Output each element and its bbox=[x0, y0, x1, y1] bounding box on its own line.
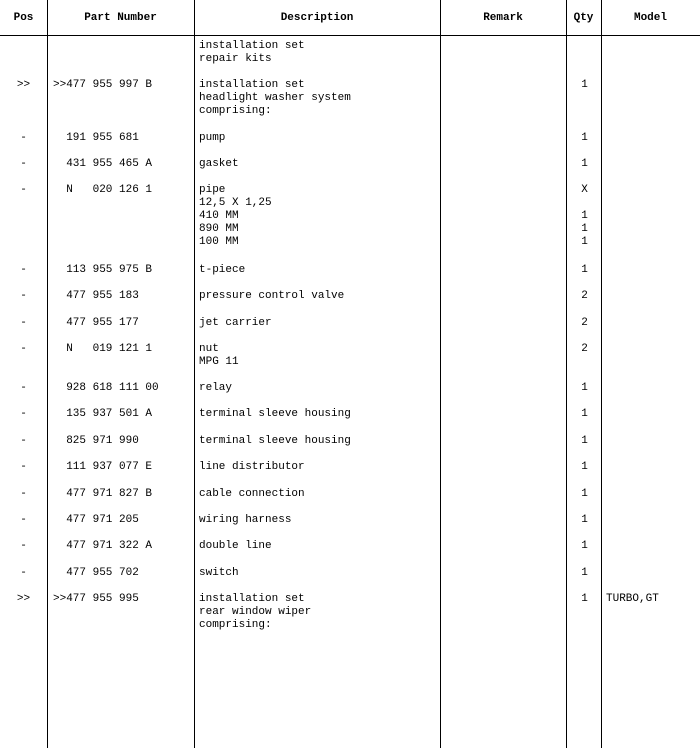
qty-line: 1 bbox=[581, 210, 588, 222]
row-pos: - bbox=[20, 540, 27, 552]
description-line: 12,5 X 1,25 bbox=[199, 197, 272, 209]
column-divider bbox=[601, 0, 602, 748]
row-description bbox=[199, 540, 272, 553]
row-part-number: >>477 955 995 bbox=[53, 593, 139, 605]
row-pos: - bbox=[20, 382, 27, 394]
qty-line: 1 bbox=[581, 132, 588, 144]
row-description bbox=[199, 264, 245, 277]
row-pos: - bbox=[20, 343, 27, 355]
column-divider bbox=[194, 0, 195, 748]
row-qty bbox=[567, 317, 602, 330]
header-qty: Qty bbox=[573, 12, 594, 24]
row-description bbox=[199, 290, 344, 303]
row-qty bbox=[567, 488, 602, 501]
row-part-number: 477 971 205 bbox=[53, 514, 139, 526]
row-description bbox=[199, 488, 305, 501]
row-qty bbox=[567, 514, 602, 527]
row-part-number: N 019 121 1 bbox=[53, 343, 153, 355]
row-part-number: 191 955 681 bbox=[53, 132, 139, 144]
row-qty bbox=[567, 567, 602, 580]
description-line: comprising: bbox=[199, 619, 272, 631]
row-description bbox=[199, 408, 351, 421]
header-description: Description bbox=[280, 12, 354, 24]
row-description bbox=[199, 40, 305, 66]
qty-line: X bbox=[581, 184, 588, 196]
row-part-number: 477 971 827 B bbox=[53, 488, 153, 500]
row-pos: >> bbox=[16, 593, 31, 605]
row-part-number: 477 971 322 A bbox=[53, 540, 153, 552]
row-part-number: 928 618 111 00 bbox=[53, 382, 159, 394]
qty-line: 1 bbox=[581, 540, 588, 552]
row-description bbox=[199, 593, 311, 632]
row-description bbox=[199, 343, 239, 369]
description-line: switch bbox=[199, 567, 239, 579]
description-line: rear window wiper bbox=[199, 606, 312, 618]
description-line: installation set bbox=[199, 593, 305, 605]
description-line: nut bbox=[199, 343, 219, 355]
description-line: 890 MM bbox=[199, 223, 239, 235]
qty-line: 1 bbox=[581, 236, 588, 248]
description-line: cable connection bbox=[199, 488, 305, 500]
description-line: double line bbox=[199, 540, 272, 552]
row-pos: - bbox=[20, 158, 27, 170]
row-part-number: 477 955 702 bbox=[53, 567, 139, 579]
row-description bbox=[199, 79, 351, 118]
row-pos: - bbox=[20, 290, 27, 302]
row-description bbox=[199, 158, 239, 171]
row-part-number: 111 937 077 E bbox=[53, 461, 153, 473]
row-qty bbox=[567, 343, 602, 356]
row-part-number: 135 937 501 A bbox=[53, 408, 153, 420]
qty-line: 2 bbox=[581, 343, 588, 355]
qty-line: 1 bbox=[581, 264, 588, 276]
qty-line: 1 bbox=[581, 514, 588, 526]
row-description bbox=[199, 132, 225, 145]
row-model: TURBO,GT bbox=[606, 593, 659, 605]
description-line: installation set bbox=[199, 40, 305, 52]
description-line: terminal sleeve housing bbox=[199, 408, 351, 420]
row-description bbox=[199, 435, 351, 448]
qty-line: 1 bbox=[581, 408, 588, 420]
header-part-number: Part Number bbox=[84, 12, 157, 24]
row-qty bbox=[567, 184, 602, 249]
qty-line bbox=[567, 197, 602, 210]
row-qty bbox=[567, 593, 602, 606]
row-qty bbox=[567, 79, 602, 92]
row-qty bbox=[567, 132, 602, 145]
description-line: line distributor bbox=[199, 461, 305, 473]
row-pos: - bbox=[20, 514, 27, 526]
row-qty bbox=[567, 264, 602, 277]
row-description bbox=[199, 514, 291, 527]
row-part-number: >>477 955 997 B bbox=[53, 79, 153, 91]
row-part-number: 477 955 183 bbox=[53, 290, 139, 302]
row-pos: >> bbox=[16, 79, 31, 91]
qty-line: 1 bbox=[581, 593, 588, 605]
description-line: 410 MM bbox=[199, 210, 239, 222]
qty-line: 1 bbox=[581, 435, 588, 447]
row-part-number: 113 955 975 B bbox=[53, 264, 153, 276]
row-part-number: 477 955 177 bbox=[53, 317, 139, 329]
row-qty bbox=[567, 408, 602, 421]
description-line: installation set bbox=[199, 79, 305, 91]
description-line: comprising: bbox=[199, 105, 272, 117]
row-description bbox=[199, 382, 232, 395]
description-line: repair kits bbox=[199, 53, 272, 65]
row-qty bbox=[567, 290, 602, 303]
qty-line: 1 bbox=[581, 567, 588, 579]
row-pos: - bbox=[20, 132, 27, 144]
header-pos: Pos bbox=[13, 12, 34, 24]
row-pos: - bbox=[20, 184, 27, 196]
row-description bbox=[199, 567, 239, 580]
column-divider bbox=[566, 0, 567, 748]
description-line: pump bbox=[199, 132, 226, 144]
row-qty bbox=[567, 158, 602, 171]
description-line: pipe bbox=[199, 184, 226, 196]
row-description bbox=[199, 184, 272, 249]
qty-line: 1 bbox=[581, 223, 588, 235]
row-part-number: 825 971 990 bbox=[53, 435, 139, 447]
row-qty bbox=[567, 435, 602, 448]
column-divider bbox=[47, 0, 48, 748]
row-pos: - bbox=[20, 264, 27, 276]
description-line: jet carrier bbox=[199, 317, 272, 329]
row-pos: - bbox=[20, 488, 27, 500]
description-line: gasket bbox=[199, 158, 239, 170]
qty-line: 1 bbox=[581, 158, 588, 170]
description-line: wiring harness bbox=[199, 514, 292, 526]
qty-line: 2 bbox=[581, 290, 588, 302]
qty-line: 2 bbox=[581, 317, 588, 329]
qty-line: 1 bbox=[581, 488, 588, 500]
description-line: terminal sleeve housing bbox=[199, 435, 351, 447]
description-line: pressure control valve bbox=[199, 290, 345, 302]
header-divider bbox=[0, 35, 700, 36]
description-line: headlight washer system bbox=[199, 92, 351, 104]
row-description bbox=[199, 461, 305, 474]
description-line: 100 MM bbox=[199, 236, 239, 248]
header-model: Model bbox=[633, 12, 667, 24]
qty-line: 1 bbox=[581, 79, 588, 91]
row-pos: - bbox=[20, 408, 27, 420]
qty-line: 1 bbox=[581, 461, 588, 473]
header-remark: Remark bbox=[483, 12, 523, 24]
row-description bbox=[199, 317, 272, 330]
row-pos: - bbox=[20, 435, 27, 447]
row-pos: - bbox=[20, 461, 27, 473]
row-pos: - bbox=[20, 317, 27, 329]
description-line: MPG 11 bbox=[199, 356, 239, 368]
row-qty bbox=[567, 461, 602, 474]
qty-line: 1 bbox=[581, 382, 588, 394]
description-line: t-piece bbox=[199, 264, 246, 276]
row-part-number: N 020 126 1 bbox=[53, 184, 153, 196]
row-pos: - bbox=[20, 567, 27, 579]
column-divider bbox=[440, 0, 441, 748]
row-qty bbox=[567, 540, 602, 553]
row-qty bbox=[567, 382, 602, 395]
row-part-number: 431 955 465 A bbox=[53, 158, 153, 170]
description-line: relay bbox=[199, 382, 233, 394]
